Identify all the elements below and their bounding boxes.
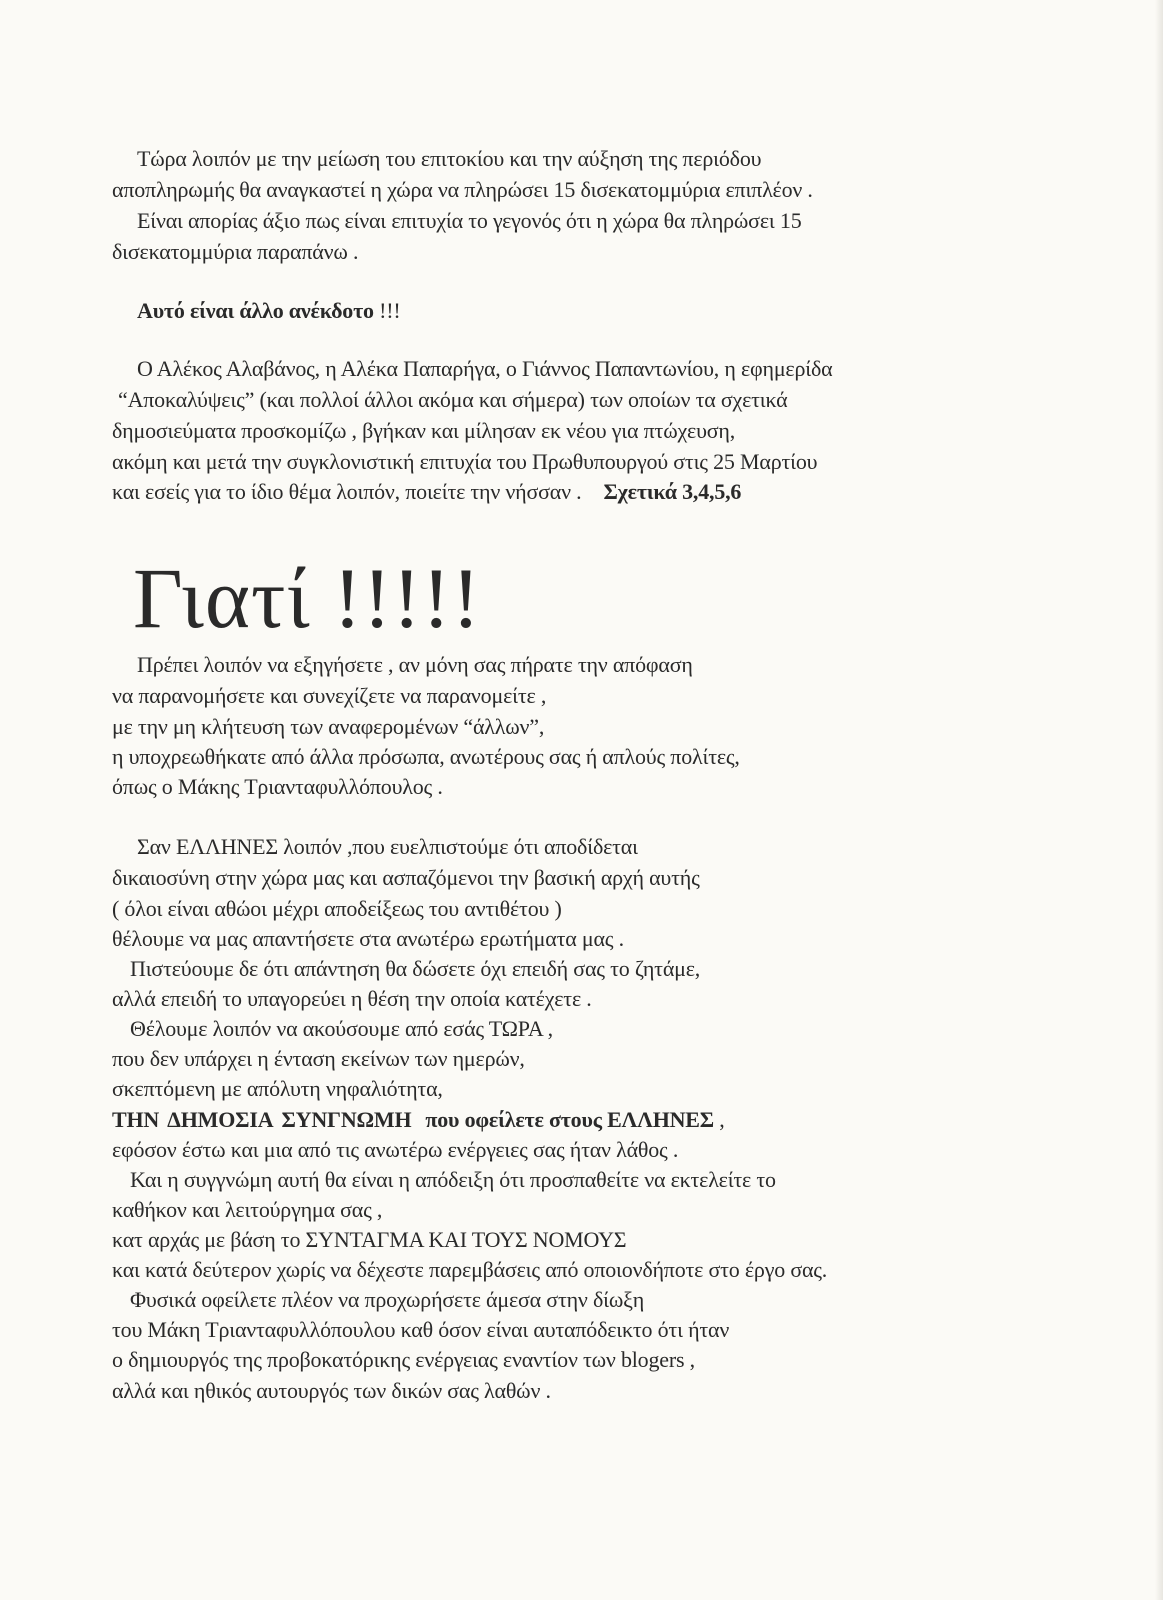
- text-line: Φυσικά οφείλετε πλέον να προχωρήσετε άμεσα στην δίωξη: [130, 1287, 645, 1312]
- text-line: που δεν υπάρχει η ένταση εκείνων των ημερών,: [112, 1046, 525, 1071]
- text-line: θέλουμε να μας απαντήσετε στα ανωτέρω ερωτήματα μας .: [112, 926, 624, 951]
- text-line: Τώρα λοιπόν με την μείωση του επιτοκίου και την αύξηση της περιόδου: [137, 146, 762, 171]
- text-line: ακόμη και μετά την συγκλονιστική επιτυχία του Πρωθυπουργού στις 25 Μαρτίου: [112, 449, 818, 474]
- text-line: η υποχρεωθήκατε από άλλα πρόσωπα, ανωτέρους σας ή απλούς πολίτες,: [112, 744, 740, 769]
- text-line: αποπληρωμής θα αναγκαστεί η χώρα να πληρώσει 15 δισεκατομμύρια επιπλέον .: [112, 177, 813, 202]
- text-line-content: και εσείς για το ίδιο θέμα λοιπόν, ποιείτε την νήσσαν .: [112, 479, 582, 504]
- text-line: να παρανομήσετε και συνεχίζετε να παρανομείτε ,: [112, 683, 547, 708]
- text-line: ο δημιουργός της προβοκατόρικης ενέργειας εναντίον των blogers ,: [112, 1347, 695, 1372]
- apology-suffix: ,: [713, 1107, 725, 1132]
- text-line: αλλά και ηθικός αυτουργός των δικών σας λαθών .: [112, 1378, 551, 1403]
- text-line: Πιστεύουμε δε ότι απάντηση θα δώσετε όχι επειδή σας το ζητάμε,: [130, 956, 701, 981]
- text-line: σκεπτόμενη με απόλυτη νηφαλιότητα,: [112, 1076, 443, 1101]
- related-refs: Σχετικά 3,4,5,6: [603, 479, 742, 504]
- anecdote-suffix: !!!: [373, 298, 401, 323]
- anecdote-bold: Αυτό είναι άλλο ανέκδοτο: [137, 298, 374, 323]
- text-line: Ο Αλέκος Αλαβάνος, η Αλέκα Παπαρήγα, ο Γιάννος Παπαντωνίου, η εφημερίδα: [137, 356, 833, 381]
- text-line: Είναι απορίας άξιο πως είναι επιτυχία το γεγονός ότι η χώρα θα πληρώσει 15: [137, 208, 802, 233]
- text-line: Και η συγγνώμη αυτή θα είναι η απόδειξη ότι προσπαθείτε να εκτελείτε το: [130, 1167, 776, 1192]
- text-line: όπως ο Μάκης Τριανταφυλλόπουλος .: [112, 774, 443, 799]
- text-line: και κατά δεύτερον χωρίς να δέχεστε παρεμβάσεις από οποιονδήποτε στο έργο σας.: [112, 1257, 828, 1282]
- page-heading: Γιατί !!!!!: [133, 550, 482, 646]
- text-line: αλλά επειδή το υπαγορεύει η θέση την οποία κατέχετε .: [112, 986, 592, 1011]
- text-line: Πρέπει λοιπόν να εξηγήσετε , αν μόνη σας πήρατε την απόφαση: [137, 652, 693, 677]
- apology-bold-a: ΤΗΝ ΔΗΜΟΣΙΑ ΣΥΝΓΝΩΜΗ: [112, 1107, 412, 1132]
- text-line: καθήκον και λειτούργημα σας ,: [112, 1197, 383, 1222]
- apology-line: [112, 1106, 725, 1134]
- text-line: [112, 478, 741, 506]
- text-line: Θέλουμε λοιπόν να ακούσουμε από εσάς ΤΩΡΑ ,: [130, 1016, 553, 1041]
- anecdote-line: [137, 297, 401, 325]
- text-line: Σαν ΕΛΛΗΝΕΣ λοιπόν ,που ευελπιστούμε ότι αποδίδεται: [137, 834, 638, 859]
- text-line: του Μάκη Τριανταφυλλόπουλου καθ όσον είναι αυταπόδεικτο ότι ήταν: [112, 1317, 730, 1342]
- text-line: ( όλοι είναι αθώοι μέχρι αποδείξεως του αντιθέτου ): [112, 896, 562, 921]
- text-line: δισεκατομμύρια παραπάνω .: [112, 239, 359, 264]
- text-line: εφόσον έστω και μια από τις ανωτέρω ενέργειες σας ήταν λάθος .: [112, 1137, 679, 1162]
- text-line: με την μη κλήτευση των αναφερομένων “άλλων”,: [112, 714, 545, 739]
- text-line: δημοσιεύματα προσκομίζω , βγήκαν και μίλησαν εκ νέου για πτώχευση,: [112, 418, 736, 443]
- text-line: “Αποκαλύψεις” (και πολλοί άλλοι ακόμα και σήμερα) των οποίων τα σχετικά: [118, 387, 788, 412]
- text-line: δικαιοσύνη στην χώρα μας και ασπαζόμενοι την βασική αρχή αυτής: [112, 865, 700, 890]
- page-edge-shadow: [1155, 0, 1163, 1600]
- text-line: κατ αρχάς με βάση το ΣΥΝΤΑΓΜΑ ΚΑΙ ΤΟΥΣ ΝΟΜΟΥΣ: [112, 1227, 627, 1252]
- apology-bold-b: που οφείλετε στους ΕΛΛΗΝΕΣ: [425, 1107, 714, 1132]
